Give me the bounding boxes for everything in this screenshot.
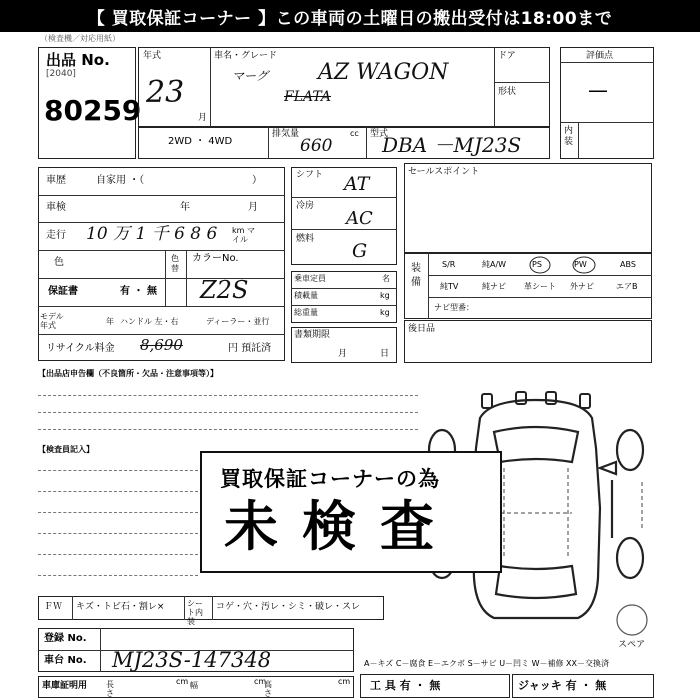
fw-legend-1: キズ・トビ石・割レ× xyxy=(76,602,165,612)
chassis-label: 車台 No. xyxy=(44,655,87,666)
color-label: 色 xyxy=(54,257,64,268)
warranty-label: 保証書 xyxy=(48,286,78,297)
displacement-unit: cc xyxy=(350,129,359,138)
docs-month: 月 xyxy=(338,349,348,359)
shaken-label: 車検 xyxy=(46,202,66,213)
stamp-line-1: 買取保証コーナーの為 xyxy=(220,467,440,491)
seat-label: シート内装 xyxy=(187,599,203,626)
inspector-label: 【検査員記入】 xyxy=(38,445,94,454)
model-year-year: 年 xyxy=(106,317,114,326)
carname-hand-2: AZ WAGON xyxy=(318,60,449,85)
equip-airbag: エアB xyxy=(616,282,638,291)
mileage-value: 10 万 1 千 6 8 6 xyxy=(86,224,218,244)
declaration-label: 【出品店申告欄（不良箇所・欠品・注意事項等）】 xyxy=(38,369,218,378)
equipment-label: 装備 xyxy=(411,263,421,288)
lot-label: 出品 No. xyxy=(46,51,110,69)
shift-label: シフト xyxy=(296,170,324,180)
navi-model-label: ナビ型番： xyxy=(434,303,474,312)
registration-label: 登録 No. xyxy=(44,633,87,644)
postinstall-box xyxy=(404,320,652,363)
carname-hand-3: FLATA xyxy=(284,89,332,105)
capacity-label: 乗車定員 xyxy=(294,274,326,283)
load-label: 積載量 xyxy=(294,291,318,300)
ac-label: 冷房 xyxy=(296,201,315,211)
header-note: （検査機／対応用紙） xyxy=(40,34,120,43)
equip-pw: PW xyxy=(574,260,587,269)
recycle-unit: 円 預託済 xyxy=(228,343,272,354)
postinstall-label: 後日品 xyxy=(408,324,436,334)
shaken-year: 年 xyxy=(180,202,190,213)
garage-height: 高さ xyxy=(264,680,272,698)
interior-label: 内装 xyxy=(564,126,574,147)
fw-label: ＦＷ xyxy=(44,602,63,612)
shape-label: 形状 xyxy=(498,87,517,97)
weight-label: 総重量 xyxy=(294,308,318,317)
door-label: ドア xyxy=(498,51,516,61)
garage-cm-1: cm xyxy=(176,677,189,686)
chassis-value: MJ23S-147348 xyxy=(112,648,272,672)
garage-cm-2: cm xyxy=(254,677,267,686)
lot-tag: [2040] xyxy=(46,69,76,79)
spare-label: スペア xyxy=(618,640,646,650)
jack-label: ジャッキ 有 ・ 無 xyxy=(518,679,607,692)
handle-label: ハンドル 左・右 xyxy=(120,317,179,326)
garage-label: 車庫証明用 xyxy=(42,681,88,691)
lot-number: 80259 xyxy=(44,94,142,127)
model-label: 型式 xyxy=(370,129,389,139)
fuel-value: G xyxy=(352,240,368,262)
equip-abs: ABS xyxy=(620,260,636,269)
mileage-units: km マイル xyxy=(232,226,255,244)
displacement-value: 660 xyxy=(300,136,333,156)
equip-navi: 純ナビ xyxy=(482,282,506,291)
history-label: 車歴 xyxy=(46,175,66,186)
tools-label: 工 具 有 ・ 無 xyxy=(370,679,441,692)
carname-hand-1: マーグ xyxy=(232,69,269,83)
color-sub-label: 色替 xyxy=(171,254,179,273)
color-code: Z2S xyxy=(200,276,249,304)
mileage-label: 走行 xyxy=(46,230,66,241)
docs-day: 日 xyxy=(380,349,390,359)
carname-label: 車名・グレード xyxy=(214,51,278,61)
sales-label: セールスポイント xyxy=(408,167,480,177)
displacement-label: 排気量 xyxy=(272,129,300,139)
shaken-month: 月 xyxy=(248,202,258,213)
fuel-label: 燃料 xyxy=(296,234,315,244)
garage-cm-3: cm xyxy=(338,677,351,686)
year-month: 月 xyxy=(198,113,208,123)
stamp-line-2: 未検査 xyxy=(224,495,458,558)
spare-tire-icon xyxy=(614,602,650,638)
equip-aw: 純A/W xyxy=(482,260,507,269)
drive-label: 2WD ・ 4WD xyxy=(168,136,233,147)
score-value: — xyxy=(588,78,608,102)
docs-label: 書類期限 xyxy=(294,330,331,340)
ac-value: AC xyxy=(346,208,373,229)
equip-tv: 純TV xyxy=(440,282,459,291)
equip-ps: PS xyxy=(532,260,542,269)
recycle-label: リサイクル料金 xyxy=(46,343,115,354)
damage-legend: A－キズ C－腐食 E－エクボ S－サビ U－凹ミ W－補修 XX－交換済 xyxy=(364,659,610,668)
garage-width: 幅 xyxy=(190,681,198,690)
equipment-circles xyxy=(528,254,638,276)
year-label: 年式 xyxy=(143,51,162,61)
capacity-unit: 名 xyxy=(382,274,390,283)
details-table xyxy=(38,167,285,361)
garage-length: 長さ xyxy=(106,680,114,698)
model-value: DBA －MJ23S xyxy=(382,133,522,157)
recycle-value: 8,690 xyxy=(140,336,183,354)
weight-unit: kg xyxy=(380,308,390,317)
load-unit: kg xyxy=(380,291,390,300)
warranty-value: 有 ・ 無 xyxy=(120,286,157,297)
score-box xyxy=(560,47,654,159)
model-year-label: モデル年式 xyxy=(40,312,64,330)
equip-sr: S/R xyxy=(442,260,456,269)
history-value: 自家用 ・（ xyxy=(96,175,145,186)
shift-value: AT xyxy=(344,173,370,195)
history-close: ） xyxy=(252,175,262,186)
top-banner: 【 買取保証コーナー 】この車両の土曜日の搬出受付は18:00まで xyxy=(0,0,700,32)
fw-legend-2: コゲ・穴・汚レ・シミ・破レ・スレ xyxy=(216,602,361,612)
dealer-label: ディーラー・並行 xyxy=(206,317,270,326)
equip-ext-navi: 外ナビ xyxy=(570,282,594,291)
score-label: 評価点 xyxy=(586,51,614,61)
equip-leather: 革シート xyxy=(524,282,556,291)
year-value: 23 xyxy=(146,75,185,110)
color-code-label: カラーNo. xyxy=(192,253,239,264)
